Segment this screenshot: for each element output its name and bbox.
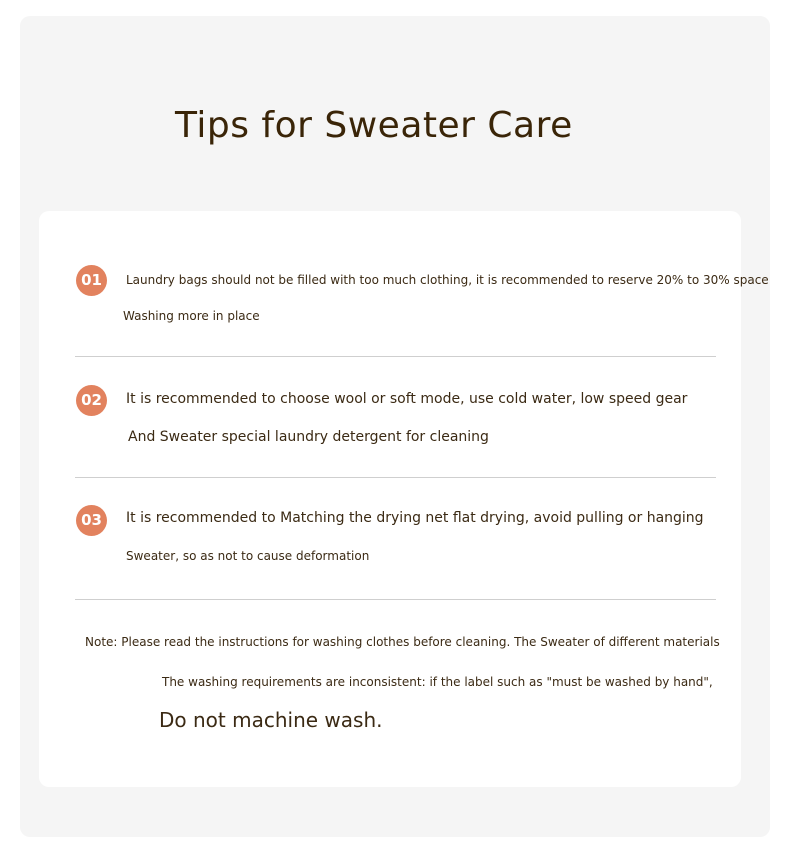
divider — [75, 599, 716, 600]
note-line-3: Do not machine wash. — [159, 708, 383, 732]
tips-card — [39, 211, 741, 787]
tip-2-line-1: It is recommended to choose wool or soft mode, use cold water, low speed gear — [126, 391, 688, 407]
tip-number-badge: 03 — [76, 505, 107, 536]
tip-3-line-2: Sweater, so as not to cause deformation — [126, 549, 370, 563]
tip-3-line-1: It is recommended to Matching the drying net flat drying, avoid pulling or hanging — [126, 510, 704, 526]
tip-1-line-2: Washing more in place — [123, 309, 260, 323]
divider — [75, 356, 716, 357]
note-line-1: Note: Please read the instructions for washing clothes before cleaning. The Sweater of different materials — [85, 635, 720, 649]
divider — [75, 477, 716, 478]
page-title: Tips for Sweater Care — [175, 105, 573, 146]
tip-1-line-1: Laundry bags should not be filled with too much clothing, it is recommended to reserve 20% to 30% space — [126, 273, 769, 287]
tip-number-badge: 02 — [76, 385, 107, 416]
tip-2-line-2: And Sweater special laundry detergent for cleaning — [128, 429, 489, 445]
note-line-2: The washing requirements are inconsistent: if the label such as "must be washed by hand", — [162, 675, 713, 689]
tip-number-badge: 01 — [76, 265, 107, 296]
